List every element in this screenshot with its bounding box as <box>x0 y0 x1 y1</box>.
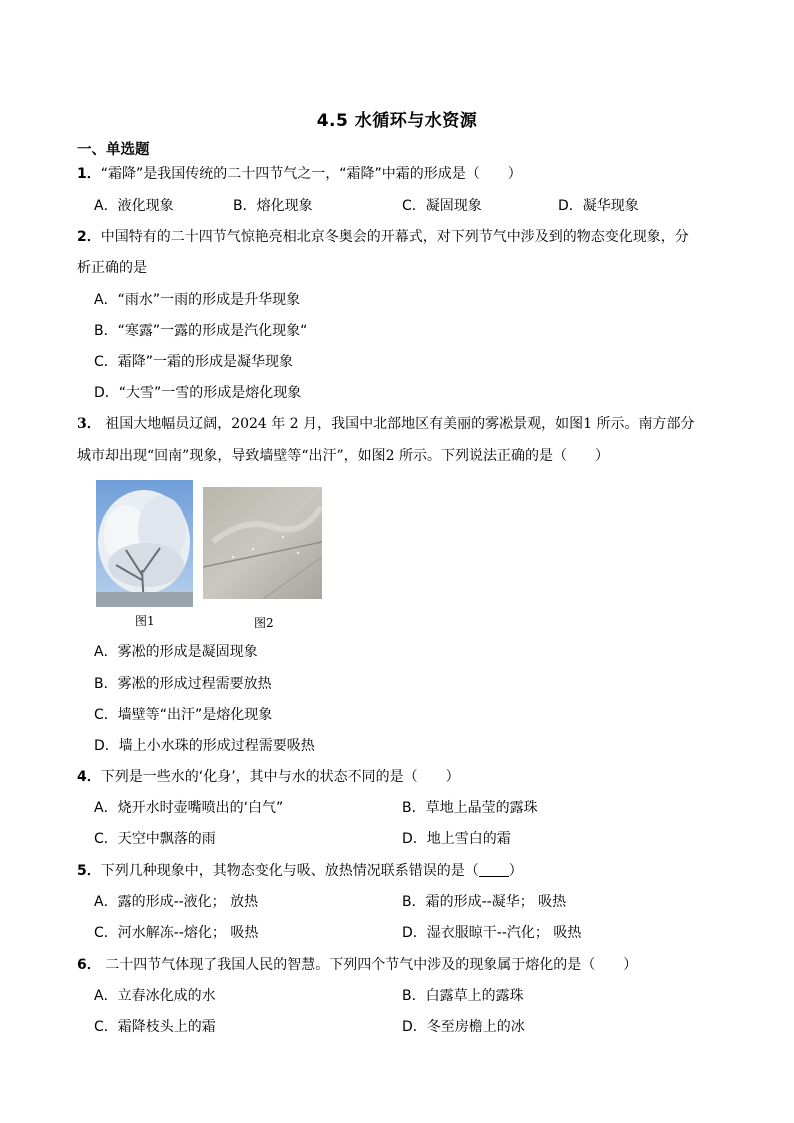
question-3 <box>77 414 694 434</box>
option-a: A．烧开水时壶嘴喷出的‘白气” <box>94 800 284 816</box>
page-title: 4.5 水循环与水资源 <box>316 111 478 131</box>
question-3-continued: 城市却出现“回南”现象，导致墙壁等“出汗”，如图2 所示。下列说法正确的是（ ） <box>77 448 609 464</box>
question-number: 2． <box>77 229 101 245</box>
question-text: 祖国大地幅员辽阔，2024 年 2 月，我国中北部地区有美丽的雾凇景观，如图1 所示。南方部分 <box>105 416 695 432</box>
option-b: B．熔化现象 <box>233 198 313 214</box>
figure-2-wet-wall <box>203 487 322 599</box>
figure-1-rime-tree <box>96 480 193 607</box>
question-text: 下列几种现象中，其物态变化与吸、放热情况联系错误的是（ <box>100 863 479 879</box>
option-d: D．冬至房檐上的冰 <box>402 1019 525 1035</box>
option-c: C．凝固现象 <box>402 198 482 214</box>
option-d: D．“大雪”一雪的形成是熔化现象 <box>94 385 302 401</box>
option-d: D．湿衣服晾干--汽化； 吸热 <box>402 925 582 941</box>
question-number: 4． <box>77 769 101 785</box>
question-number: 6． <box>77 957 101 973</box>
section-heading: 一、单选题 <box>77 142 150 158</box>
option-a: A．液化现象 <box>94 198 174 214</box>
option-d: D．地上雪白的霜 <box>402 831 511 847</box>
option-c: C．墙壁等“出汗”是熔化现象 <box>94 707 273 723</box>
option-d: D．墙上小水珠的形成过程需要吸热 <box>94 738 315 754</box>
option-b: B．草地上晶莹的露珠 <box>402 800 538 816</box>
option-c: C．霜降枝头上的霜 <box>94 1019 216 1035</box>
figure-1-caption: 图1 <box>135 614 155 628</box>
option-b: B．霜的形成--凝华； 吸热 <box>402 894 567 910</box>
question-4 <box>77 767 460 787</box>
option-a: A．雾凇的形成是凝固现象 <box>94 644 258 660</box>
question-2-continued: 析正确的是 <box>77 260 147 276</box>
option-c: C．霜降”一霜的形成是凝华现象 <box>94 354 294 370</box>
question-number: 5． <box>77 863 101 879</box>
question-text: 下列是一些水的‘化身’，其中与水的状态不同的是（ ） <box>100 769 460 785</box>
option-b: B．白露草上的露珠 <box>402 988 524 1004</box>
figure-2-caption: 图2 <box>254 616 274 630</box>
option-a: A．露的形成--液化； 放热 <box>94 894 259 910</box>
answer-blank <box>479 862 509 877</box>
option-d: D．凝华现象 <box>558 198 639 214</box>
option-b: B．“寒露”一露的形成是汽化现象“ <box>94 323 308 339</box>
question-number: 3． <box>77 416 101 432</box>
option-a: A．“雨水”一雨的形成是升华现象 <box>94 292 301 308</box>
option-b: B．雾凇的形成过程需要放热 <box>94 676 272 692</box>
question-text: 二十四节气体现了我国人民的智慧。下列四个节气中涉及的现象属于熔化的是（ ） <box>105 957 638 973</box>
question-text: “霜降”是我国传统的二十四节气之一，“霜降”中霜的形成是（ ） <box>100 166 522 182</box>
question-2 <box>77 227 689 247</box>
question-text: 中国特有的二十四节气惊艳亮相北京冬奥会的开幕式，对下列节气中涉及到的物态变化现象，分 <box>100 229 689 245</box>
question-number: 1． <box>77 166 101 182</box>
question-6 <box>77 955 637 975</box>
question-5 <box>77 861 523 881</box>
option-c: C．河水解冻--熔化； 吸热 <box>94 925 259 941</box>
question-1 <box>77 164 522 184</box>
question-text-end: ） <box>508 863 523 879</box>
option-a: A．立春冰化成的水 <box>94 988 216 1004</box>
option-c: C．天空中飘落的雨 <box>94 831 216 847</box>
